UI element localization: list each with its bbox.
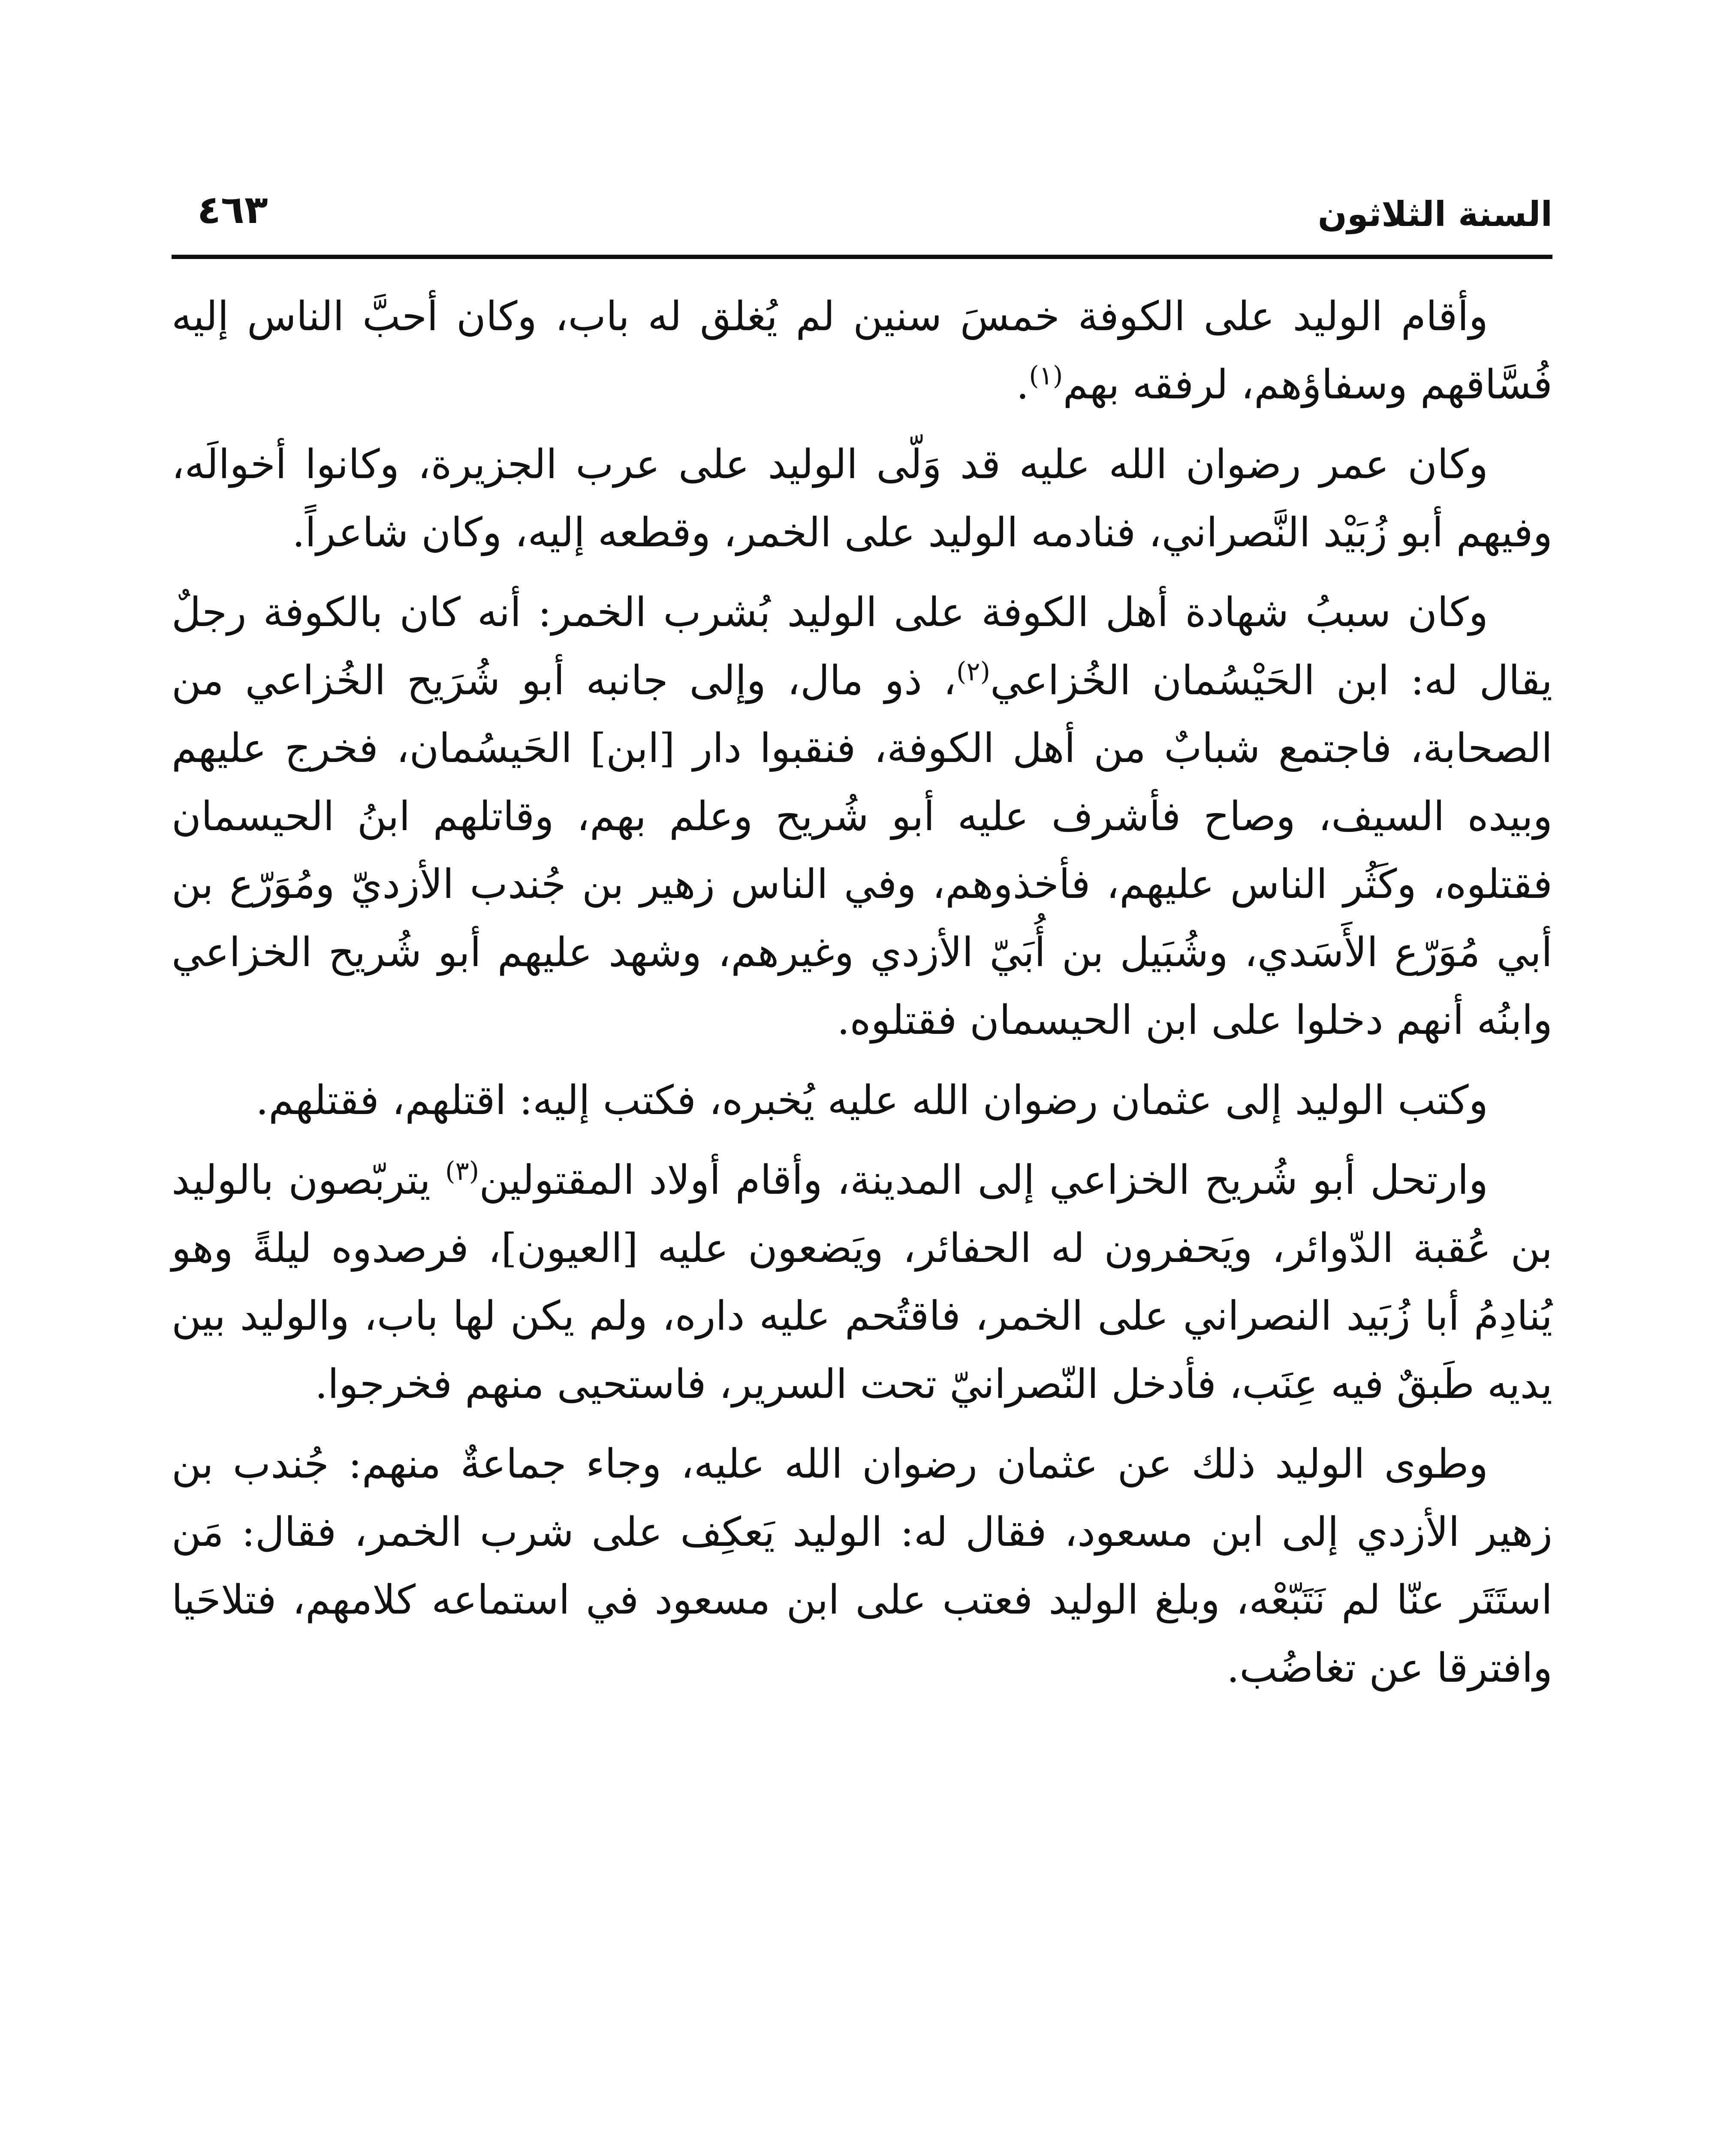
header-rule bbox=[172, 255, 1552, 259]
footnote-marker-2: (٢) bbox=[956, 656, 991, 687]
paragraph-6-text: وطوى الوليد ذلك عن عثمان رضوان الله عليه، وجاء جماعةٌ منهم: جُندب بن زهير الأزدي إلى ابن مسعود، فقال له: الوليد يَعكِف على شرب الخمر، فقال: مَن استَتَر عنّا لم نَتَبّعْه، وبلغ الوليد فعتب على ابن مسعود في استماعه كلامهم، فتلاحَيا وافترقا عن تغاضُب. bbox=[172, 1441, 1552, 1692]
paragraph-5-text: وارتحل أبو شُريح الخزاعي إلى المدينة، وأقام أولاد المقتولين bbox=[479, 1157, 1488, 1204]
paragraph-4-text: وكتب الوليد إلى عثمان رضوان الله عليه يُخبره، فكتب إليه: اقتلهم، فقتلهم. bbox=[256, 1077, 1488, 1124]
paragraph-5-tail: يتربّصون بالوليد بن عُقبة الدّوائر، ويَحفرون له الحفائر، ويَضعون عليه [العيون]، فرصدوه ليلةً وهو يُنادِمُ أبا زُبَيد النصراني على الخمر، فاقتُحم عليه داره، ولم يكن لها باب، والوليد بين يديه طَبقٌ فيه عِنَب، فأدخل النّصرانيّ تحت السرير، فاستحيى منهم فخرجوا. bbox=[172, 1157, 1552, 1408]
page-number: ٤٦٣ bbox=[197, 187, 268, 232]
paragraph-3-tail: ، ذو مال، وإلى جانبه أبو شُرَيح الخُزاعي من الصحابة، فاجتمع شبابٌ من أهل الكوفة، فنقبوا دار [ابن] الحَيسُمان، فخرج عليهم وبيده السيف، وصاح فأشرف عليه أبو شُريح وعلم بهم، وقاتلهم ابنُ الحيسمان فقتلوه، وكَثُر الناس عليهم، فأخذوهم، وفي الناس زهير بن جُندب الأزديّ ومُوَرّع بن أبي مُوَرّع الأَسَدي، وشُبَيل بن أُبَيّ الأزدي وغيرهم، وشهد عليهم أبو شُريح الخزاعي وابنُه أنهم دخلوا على ابن الحيسمان فقتلوه. bbox=[172, 657, 1552, 1044]
main-text bbox=[172, 283, 1552, 1714]
running-title: السنة الثلاثون bbox=[1317, 194, 1552, 234]
footnote-marker-3: (٣) bbox=[445, 1156, 479, 1186]
paragraph-2-text: وكان عمر رضوان الله عليه قد وَلّى الوليد على عرب الجزيرة، وكانوا أخوالَه، وفيهم أبو زُبَيْد النَّصراني، فنادمه الوليد على الخمر، وقطعه إليه، وكان شاعراً. bbox=[172, 441, 1552, 556]
footnote-marker-1: (١) bbox=[1029, 361, 1063, 391]
paragraph-6 bbox=[172, 1430, 1552, 1702]
page-header bbox=[172, 176, 1552, 262]
paragraph-3 bbox=[172, 579, 1552, 1055]
paragraph-3-text: وكان سببُ شهادة أهل الكوفة على الوليد بُشرب الخمر: أنه كان بالكوفة رجلٌ يقال له: ابن الحَيْسُمان الخُزاعي bbox=[172, 589, 1552, 704]
paragraph-5 bbox=[172, 1147, 1552, 1418]
paragraph-1-text: وأقام الوليد على الكوفة خمسَ سنين لم يُغلق له باب، وكان أحبَّ الناس إليه فُسَّاقهم وسفاؤهم، لرفقه بهم bbox=[172, 293, 1552, 408]
paragraph-1-tail: . bbox=[1016, 361, 1029, 408]
paragraph-2 bbox=[172, 431, 1552, 567]
paragraph-4 bbox=[172, 1067, 1552, 1135]
paragraph-1 bbox=[172, 283, 1552, 419]
